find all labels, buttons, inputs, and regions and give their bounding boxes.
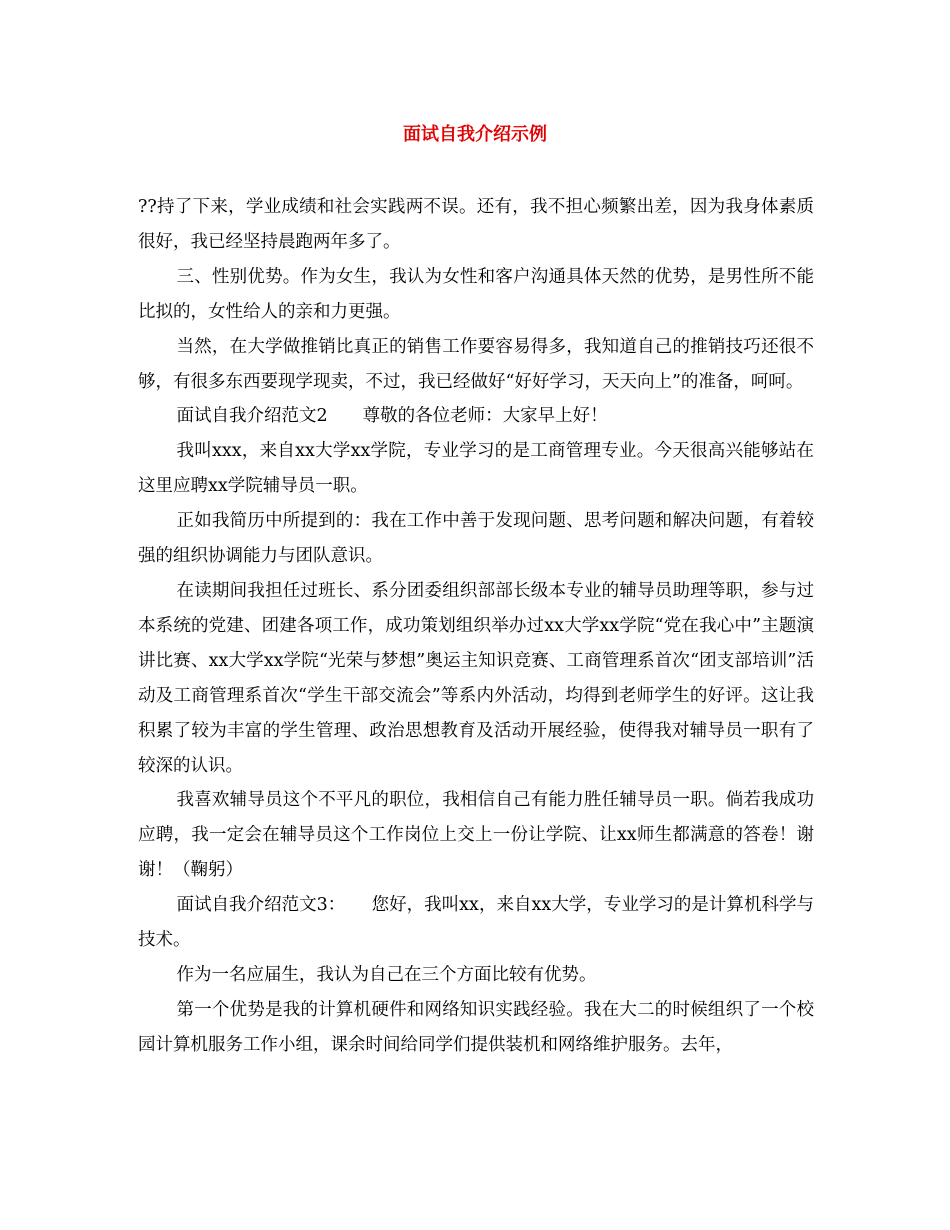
document-title: 面试自我介绍示例 [403, 124, 547, 145]
paragraph-experience: 在读期间我担任过班长、系分团委组织部部长级本专业的辅导员助理等职，参与过本系统的党建、团建各项工作，成功策划组织举办过xx大学xx学院“党在我心中”主题演讲比赛、xx大学xx学院“光荣与梦想”奥运主知识竞赛、工商管理系首次“团支部培训”活动及工商管理系首次“学生干部交流会”等系内外活动，均得到老师学生的好评。这让我积累了较为丰富的学生管理、政治思想教育及活动开展经验，使得我对辅导员一职有了较深的认识。 [138, 580, 814, 776]
paragraph-advantages-intro: 作为一名应届生，我认为自己在三个方面比较有优势。 [176, 964, 597, 985]
paragraph-first-advantage: 第一个优势是我的计算机硬件和网络知识实践经验。我在大二的时候组织了一个校园计算机服务工作小组，课余时间给同学们提供装机和网络维护服务。去年， [138, 999, 814, 1055]
paragraph-self-intro: 我叫xxx，来自xx大学xx学院，专业学习的是工商管理专业。今天很高兴能够站在这里应聘xx学院辅导员一职。 [138, 441, 814, 497]
paragraph-closing: 我喜欢辅导员这个不平凡的职位，我相信自己有能力胜任辅导员一职。倘若我成功应聘，我一定会在辅导员这个工作岗位上交上一份让学院、让xx师生都满意的答卷！谢谢！（鞠躬） [138, 790, 814, 881]
paragraph-sales-skill: 当然，在大学做推销比真正的销售工作要容易得多，我知道自己的推销技巧还很不够，有很多东西要现学现卖，不过，我已经做好“好好学习，天天向上”的准备，呵呵。 [138, 336, 814, 392]
paragraph-sample-3-heading: 面试自我介绍范文3： 您好，我叫xx，来自xx大学，专业学习的是计算机科学与技术。 [138, 895, 814, 951]
paragraph-continuation: ??持了下来，学业成绩和社会实践两不误。还有，我不担心频繁出差，因为我身体素质很好，我已经坚持晨跑两年多了。 [138, 197, 814, 252]
paragraph-gender-advantage: 三、性别优势。作为女生，我认为女性和客户沟通具体天然的优势，是男性所不能比拟的，女性给人的亲和力更强。 [138, 266, 814, 322]
document-body [138, 190, 814, 1063]
paragraph-sample-2-heading: 面试自我介绍范文2 尊敬的各位老师：大家早上好！ [176, 406, 608, 427]
paragraph-abilities: 正如我简历中所提到的：我在工作中善于发现问题、思考问题和解决问题，有着较强的组织协调能力与团队意识。 [138, 511, 814, 567]
